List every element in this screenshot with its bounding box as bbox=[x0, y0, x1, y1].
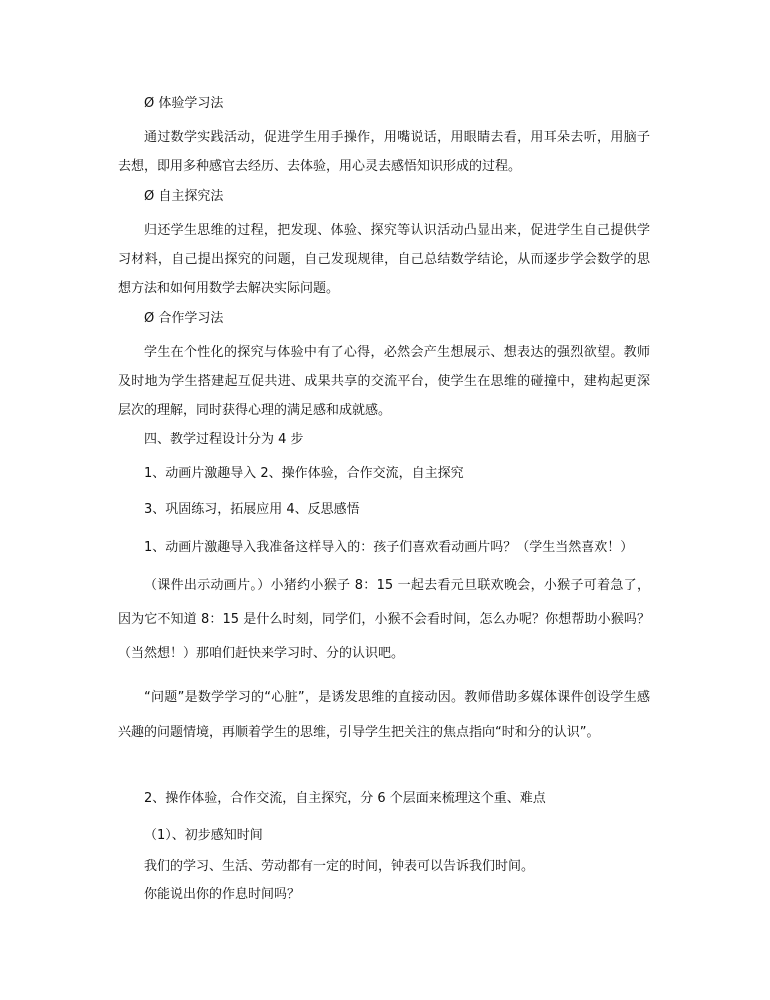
steps-line-1: 1、动画片激趣导入 2、操作体验，合作交流，自主探究 bbox=[144, 466, 464, 481]
step2-title: 2、操作体验，合作交流，自主探究，分 6 个层面来梳理这个重、难点 bbox=[144, 791, 546, 806]
section-heading: Ø 合作学习法 bbox=[144, 311, 224, 326]
process-title: 四、教学过程设计分为 4 步 bbox=[144, 432, 304, 447]
section-body: 归还学生思维的过程，把发现、体验、探究等认识活动凸显出来，促进学生自己提供学习材料，自己提出探究的问题，自己发现规律，自己总结数学结论，从而逐步学会数学的思想方法和如何用数学去解决实际问题。 bbox=[118, 223, 650, 296]
section-body: 通过数学实践活动，促进学生用手操作，用嘴说话，用眼睛去看，用耳朵去听，用脑子去想，即用多种感官去经历、去体验，用心灵去感悟知识形成的过程。 bbox=[118, 130, 650, 174]
steps-line-2: 3、巩固练习，拓展应用 4、反思感悟 bbox=[144, 502, 360, 517]
sub1-paragraph: 我们的学习、生活、劳动都有一定的时间，钟表可以告诉我们时间。 bbox=[144, 859, 535, 874]
section-body: 学生在个性化的探究与体验中有了心得，必然会产生想展示、想表达的强烈欲望。教师及时地为学生搭建起互促共进、成果共享的交流平台，使学生在思维的碰撞中，建构起更深层次的理解，同时获得心理的满足感和成就感。 bbox=[118, 345, 650, 418]
section-heading: Ø 体验学习法 bbox=[144, 96, 224, 111]
sub-heading: （1）、初步感知时间 bbox=[144, 828, 263, 843]
intro-paragraph-2: （课件出示动画片。）小猪约小猴子 8：15 一起去看元旦联欢晚会，小猴子可着急了，因为它不知道 8：15 是什么时刻，同学们，小猴不会看时间，怎么办呢？你想帮助小猴吗？（当然想！）那咱们赶快来学习时、分的认识吧。 bbox=[118, 578, 650, 661]
section-heading: Ø 自主探究法 bbox=[144, 189, 224, 204]
question-paragraph: “问题”是数学学习的“心脏”，是诱发思维的直接动因。教师借助多媒体课件创设学生感兴趣的问题情境，再顺着学生的思维，引导学生把关注的焦点指向“时和分的认识”。 bbox=[118, 690, 650, 740]
sub1-question: 你能说出你的作息时间吗？ bbox=[144, 887, 301, 902]
intro-paragraph: 1、动画片激趣导入我准备这样导入的：孩子们喜欢看动画片吗？（学生当然喜欢！） bbox=[144, 540, 634, 555]
